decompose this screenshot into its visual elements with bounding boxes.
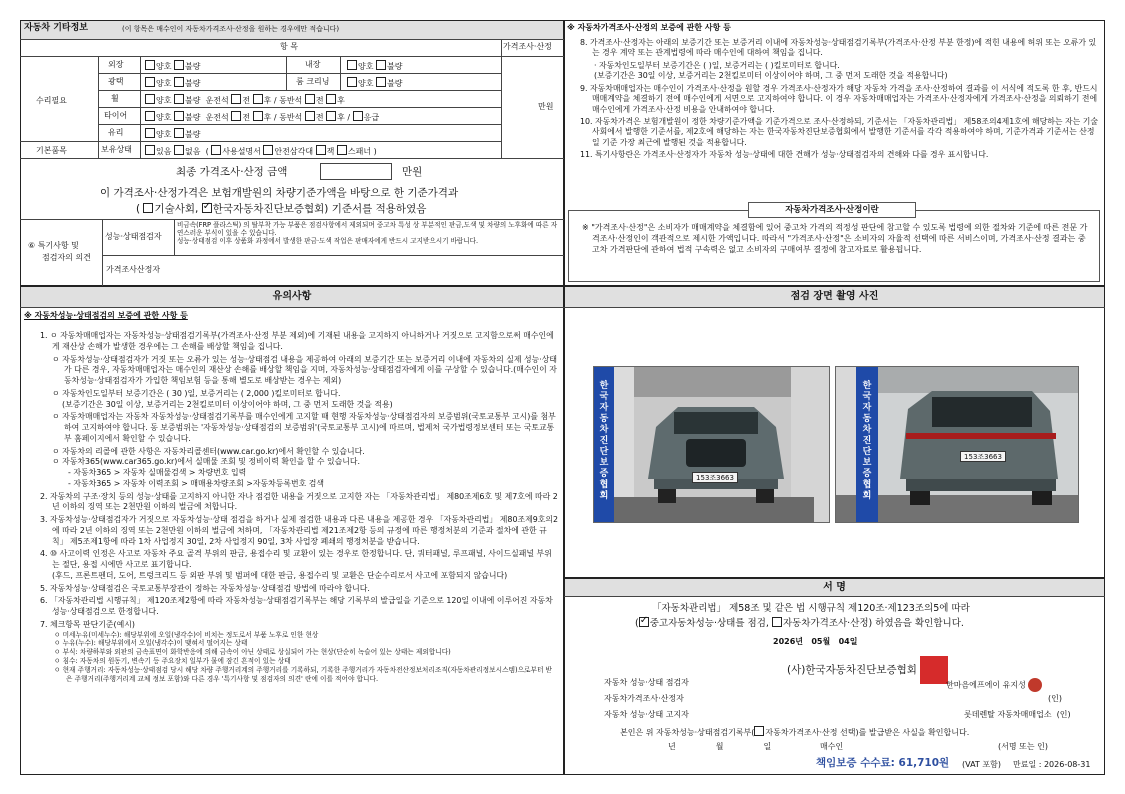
price-guarantee-text: 8. 가격조사·산정자는 아래의 보증기간 또는 보증거리 이내에 자동차성능·상태점검기록부(가격조사·산정 부분 한정)에 적힌 내용에 허위 또는 오류가 있는 경우 계약 또는 관계법령에 따라 매수인에 대하여 책임을 집니다. · 자동차인도일부터 보증기간은 ( )일, 보증거리는 ( )킬로미터로 합니다. (보증기간은 30일 이상, 보증거리는 2천킬로미터 이상이어야 하며, 그 중 먼저 도래한 것을 적용합니다) 9. 자동차매매업자는 매수인이 가격조사·산정을 원할 경우 가격조사·산정자가 해당 자동차 가격을 조사·산정하여 결과를 이 서식에 적도록 한 후, 반드시 매매계약을 체결하기 전에 매수인에게 서면으로 고지하여야 합니다. 이 경우 자동차매매업자는 가격조사·산정자에게 가격조사·산정을 의뢰하기 전에 매수인에게 가격조사·산정 비용을 안내하여야 합니다. 10. 자동차가격은 보험개발원이 정한 차량기준가액을 기준가격으로 조사·산정하되, 기준서는 「자동차관리법」 제58조의4제1호에 해당하는 자는 기술사회에서 발행한 기준서를, 제2호에 해당하는 자는 한국자동차진단보증협회에서 발행한 기준서를 각각 적용하여야 하며, 기준가격과 기준서는 산정일 기준 가장 최근에 발행된 것을 적용합니다. 11. 특기사항란은 가격조사·산정자가 자동차 성능·상태에 대한 견해가 성능·상태점검자의 견해와 다를 경우 표시합니다. xyxy=(580,38,1099,160)
guarantee-fee-vat: (VAT 포함) xyxy=(962,760,1001,769)
exterior-good-checkbox[interactable] xyxy=(145,60,155,70)
interior-good-checkbox[interactable] xyxy=(347,60,357,70)
wheel-good-checkbox[interactable] xyxy=(145,94,155,104)
inspection-photo-rear xyxy=(835,366,1079,523)
plate-front: 153조3663 xyxy=(692,472,738,483)
room-clean-bad-checkbox[interactable] xyxy=(376,77,386,87)
tire-passenger-rear-checkbox[interactable] xyxy=(326,111,336,121)
glass-label: 유리 xyxy=(108,128,124,137)
notice-header: 유의사항 xyxy=(21,287,563,307)
sign-row-2-label: 자동차가격조사·산정자 xyxy=(604,694,684,703)
price-definition-text: ※ "가격조사·산정"은 소비자가 매매계약을 체결함에 있어 중고차 가격의 적정성 판단에 참고할 수 있도록 법령에 의한 절차와 기준에 따른 전문 가격조사·산정인이 객관적으로 제시한 가액입니다. 따라서 "가격조사·산정"은 소비자의 자율적 선택에 따른 서비스이며, 가격조사·산정 결과는 중고차 가격판단에 관하여 법적 구속력은 없고 소비자의 구매여부 결정에 참고자료로 활용됩니다. xyxy=(582,223,1088,254)
inspection-photo-front xyxy=(593,366,830,523)
perf-check-checkbox[interactable] xyxy=(639,617,649,627)
basic-items-label: 기본품목 xyxy=(36,146,67,155)
tire-emergency-checkbox[interactable] xyxy=(353,111,363,121)
buyer-price-checkbox[interactable] xyxy=(754,726,764,736)
tire-rear-checkbox[interactable] xyxy=(253,111,263,121)
notice-body: 1. ㅇ 자동차매매업자는 자동차성능·상태점검기록부(가격조사·산정 부분 제외)에 기재된 내용을 고지하지 아니하거나 거짓으로 고지함으로써 매수인에게 재산상 손해가 발생한 경우에는 그 손해를 배상할 책임을 집니다. ㅇ 자동차성능·상태점검자가 거짓 또는 오류가 있는 성능·상태점검 내용을 제공하여 아래의 보증기간 또는 보증거리 이내에 자동차의 실제 성능·상태가 다른 경우, 자동차매매업자는 매수인의 재산상 손해를 배상할 책임을 지며, 자동차성능·상태점검자에게 이를 구상할 수 있습니다.(매수인이 자동차성능·상태점검자가 가입한 책임보험 등을 통해 별도로 배상받는 경우는 제외) ㅇ 자동차인도일부터 보증기간은 ( 30 )일, 보증거리는 ( 2,000 )킬로미터로 합니다. (보증기간은 30일 이상, 보증거리는 2천킬로미터 이상이어야 하며, 그 중 먼저 도래한 것을 적용) ㅇ 자동차매매업자는 자동차 자동차성능·상태점검기록부를 매수인에게 고지할 때 현행 자동차성능·상태점검자의 보증범위(국토교통부 고시)를 첨부하여 고지하여야 합니다. 동 보증범위는 '자동차성능·상태점검의 보증범위'(국토교통부 고시)에 따르며, 법제처 국가법령정보센터 또는 국토교통부 홈페이지에서 확인할 수 있습니다. ㅇ 자동차의 리콜에 관한 사항은 자동차리콜센터(www.car.go.kr)에서 확인할 수 있습니다. ㅇ 자동차365(www.car365.go.kr)에서 실매물 조회 및 정비이력 확인을 할 수 있습니다. - 자동차365 > 자동차 실매물검색 > 차량번호 입력 - 자동차365 > 자동차 이력조회 > 매매용차량조회 >자동차등록번호 검색 2. 자동차의 구조·장치 등의 성능·상태를 고지하지 아니한 자나 점검한 내용을 거짓으로 고지한 자는 「자동차관리법」 제80조제6호 및 제7호에 따라 2년 이하의 징역 또는 2천만원 이하의 벌금에 처합니다. 3. 자동차성능·상태점검자가 거짓으로 자동차성능·상태 점검을 하거나 실제 점검한 내용과 다른 내용을 제공한 경우 「자동차관리법」 제80조제9호의2에 따라 2년 이하의 징역 또는 2천만원 이하의 벌금에 처하며, 「자동차관리법 제21조제2항 등의 규정에 따른 행정처분의 기준과 절차에 관한 규칙」 제5조제1항에 따라 1차 사업정지 30일, 2차 사업정지 90일, 3차 사업장 폐쇄의 행정처분을 받습니다. 4. ⑩ 사고이력 인정은 사고로 자동차 주요 골격 부위의 판금, 용접수리 및 교환이 있는 경우로 한정합니다. 단, 쿼터패널, 루프패널, 사이드실패널 부위는 절단, 용접 시에만 사고로 표기합니다. (후드, 프론트펜더, 도어, 트렁크리드 등 외판 부위 및 범퍼에 대한 판금, 용접수리 및 교환은 단순수리로서 사고에 포함되지 않습니다) 5. 자동차성능·상태점검은 국토교통부장관이 정하는 자동차성능·상태점검 방법에 따라야 합니다. 6. 「자동차관리법 시행규칙」 제120조제2항에 따라 자동차성능·상태점검기록부는 해당 기록부의 발급일을 기준으로 120일 이내에 이루어진 자동차 성능·상태점검으로 한정합니다. 7. 체크항목 판단기준(예시) ㅇ 미세누유(미세누수): 해당부위에 오일(냉각수)이 비치는 정도로서 부품 노후로 인한 현상 ㅇ 누유(누수): 해당부위에서 오일(냉각수)이 맺혀서 떨어지는 상태 ㅇ 부식: 차량하부와 외판의 금속표면이 화학반응에 의해 금속이 아닌 상태로 상실되어 가는 현상(단순히 녹슬어 있는 상태는 제외합니다) ㅇ 침수: 자동차의 원동기, 변속기 등 주요장치 일부가 물에 잠긴 흔적이 있는 상태 ㅇ 현재 주행거리: 자동차성능·상태점검 당시 해당 차량 주행거리계의 주행거리를 기록하되, 기록한 주행거리가 자동차전산정보처리조직(자동차관리정보시스템)으로부터 받은 주행거리(주행거리계 교체 정보 포함)와 다른 경우 '특기사항 및 점검자의 의견' 란에 이를 적어야 합니다. xyxy=(40,331,559,683)
interior-options: 양호 불량 xyxy=(347,60,402,72)
column-price-header: 가격조사·산정 xyxy=(503,42,552,51)
possession-label: 보유상태 xyxy=(101,145,132,154)
sign-date: 2026년 05월 04일 xyxy=(773,637,858,646)
sign-law-line: 「자동차관리법」 제58조 및 같은 법 시행규칙 제120조·제123조의5에 따라 xyxy=(652,603,970,614)
glass-options: 양호 불량 xyxy=(145,128,200,140)
glass-bad-checkbox[interactable] xyxy=(174,128,184,138)
possession-none-checkbox[interactable] xyxy=(174,145,184,155)
basis-association-checkbox[interactable] xyxy=(202,203,212,213)
basis-line-2: ( 기술사회, ✓ 한국자동차진단보증협회) 기준서를 적용하였음 xyxy=(136,203,426,217)
signature-header: 서 명 xyxy=(565,579,1104,596)
sign-buyer-notice: 본인은 위 자동차성능·상태점검기록부( 자동차가격조사·산정 선택)를 발급받은 사실을 확인합니다. xyxy=(620,728,970,737)
final-price-input[interactable] xyxy=(320,163,392,180)
other-info-title: 자동차 기타정보 xyxy=(24,23,88,33)
gloss-label: 광택 xyxy=(108,77,124,86)
interior-bad-checkbox[interactable] xyxy=(376,60,386,70)
perf-inspector-label: 성능·상태점검자 xyxy=(105,232,162,241)
photo-header: 점검 장면 촬영 사진 xyxy=(565,287,1104,307)
wheel-front-checkbox[interactable] xyxy=(231,94,241,104)
final-price-label: 최종 가격조사·산정 금액 xyxy=(176,166,288,178)
wheel-bad-checkbox[interactable] xyxy=(174,94,184,104)
sign-row-1-label: 자동차 성능·상태 점검자 xyxy=(604,678,689,687)
special-remarks-label-2: 점검자의 의견 xyxy=(42,253,91,262)
sign-row-1-value: 한마음에프에이 유지성 xyxy=(946,678,1042,692)
wheel-options: 양호 불량 운전석 전 후 / 동반석 전 후 xyxy=(145,94,345,106)
triangle-checkbox[interactable] xyxy=(263,145,273,155)
sign-buyer-date: 년 월 일 xyxy=(668,742,772,751)
room-clean-options: 양호 불량 xyxy=(347,77,402,89)
basis-technical-checkbox[interactable] xyxy=(143,203,153,213)
sign-row-2-value: (인) xyxy=(1048,694,1062,703)
sign-row-3-value: 롯데렌탈 자동차매매업소 (인) xyxy=(964,710,1071,719)
tire-good-checkbox[interactable] xyxy=(145,111,155,121)
guarantee-fee: 책임보증 수수료: 61,710원 xyxy=(816,757,950,769)
wheel-passenger-front-checkbox[interactable] xyxy=(305,94,315,104)
price-inspector-label: 가격조사산정자 xyxy=(106,265,161,274)
tire-passenger-front-checkbox[interactable] xyxy=(305,111,315,121)
tire-front-checkbox[interactable] xyxy=(231,111,241,121)
exterior-bad-checkbox[interactable] xyxy=(174,60,184,70)
possession-have-checkbox[interactable] xyxy=(145,145,155,155)
price-definition-title: 자동차가격조사·산정이란 xyxy=(748,202,916,218)
perf-inspector-note: 비금속(FRP 플라스틱) 의 탈부착 가능 부품은 점검사항에서 제외되며 중고차 특성 상 부분적인 판금,도색 및 차량의 노후화에 따른 자연스러운 부식이 있을 수 있습니다. 성능·상태점검 이후 상품화 과정에서 발생한 판금·도색 작업은 판매자에게 반드시 고지받으시기 바랍니다. xyxy=(177,221,558,246)
basis-line-1: 이 가격조사·산정가격은 보험개발원의 차량기준가액을 바탕으로 한 기준가격과 xyxy=(100,187,459,199)
room-clean-label: 룸 크리닝 xyxy=(296,77,330,86)
other-info-subtitle: (이 항목은 매수인이 자동차가격조사·산정을 원하는 경우에만 적습니다) xyxy=(122,25,340,33)
gloss-options: 양호 불량 xyxy=(145,77,200,89)
interior-label: 내장 xyxy=(305,60,321,69)
glass-good-checkbox[interactable] xyxy=(145,128,155,138)
column-item-header: 항 목 xyxy=(280,42,298,51)
manual-checkbox[interactable] xyxy=(211,145,221,155)
guarantee-expiry: 만료일 : 2026-08-31 xyxy=(1013,760,1091,769)
exterior-options: 양호 불량 xyxy=(145,60,200,72)
final-price-unit: 만원 xyxy=(402,166,423,178)
tire-options: 양호 불량 운전석 전 후 / 동반석 전 후 / 응급 xyxy=(145,111,379,123)
jack-checkbox[interactable] xyxy=(316,145,326,155)
price-unit: 만원 xyxy=(538,102,554,111)
inspector-seal-icon xyxy=(1028,678,1042,692)
spanner-checkbox[interactable] xyxy=(337,145,347,155)
sign-confirm-line: (✓ 중고자동차성능·상태를 점검, 자동차가격조사·산정) 하였음을 확인합니다. xyxy=(635,617,964,630)
plate-rear: 153조3663 xyxy=(960,451,1006,462)
notice-title: ※ 자동차성능·상태점검의 보증에 관한 사항 등 xyxy=(24,311,188,320)
repair-needed-label: 수리필요 xyxy=(36,96,67,105)
banner-text-front: 한국자동차진단보증협회 xyxy=(599,381,609,501)
tire-label: 타이어 xyxy=(104,111,128,120)
buyer-sign-hint: (서명 또는 인) xyxy=(998,742,1048,751)
sign-organization: (사)한국자동차진단보증협회 xyxy=(787,656,948,684)
price-check-checkbox[interactable] xyxy=(772,617,782,627)
special-remarks-label-1: ⑥ 특기사항 및 xyxy=(28,241,79,250)
gloss-good-checkbox[interactable] xyxy=(145,77,155,87)
gloss-bad-checkbox[interactable] xyxy=(174,77,184,87)
exterior-label: 외장 xyxy=(108,60,124,69)
banner-text-rear: 한국자동차진단보증협회 xyxy=(862,381,872,501)
sign-row-3-label: 자동차 성능·상태 고지자 xyxy=(604,710,689,719)
association-stamp-icon xyxy=(920,656,948,684)
price-guarantee-title: ※ 자동차가격조사·산정의 보증에 관한 사항 등 xyxy=(567,23,731,32)
wheel-passenger-rear-checkbox[interactable] xyxy=(326,94,336,104)
buyer-label: 매수인 xyxy=(820,742,844,751)
tire-bad-checkbox[interactable] xyxy=(174,111,184,121)
room-clean-good-checkbox[interactable] xyxy=(347,77,357,87)
wheel-label: 휠 xyxy=(111,94,119,103)
wheel-rear-checkbox[interactable] xyxy=(253,94,263,104)
possession-options: 있음 없음 ( 사용설명서 안전삼각대 잭 스패너 ) xyxy=(145,145,377,157)
